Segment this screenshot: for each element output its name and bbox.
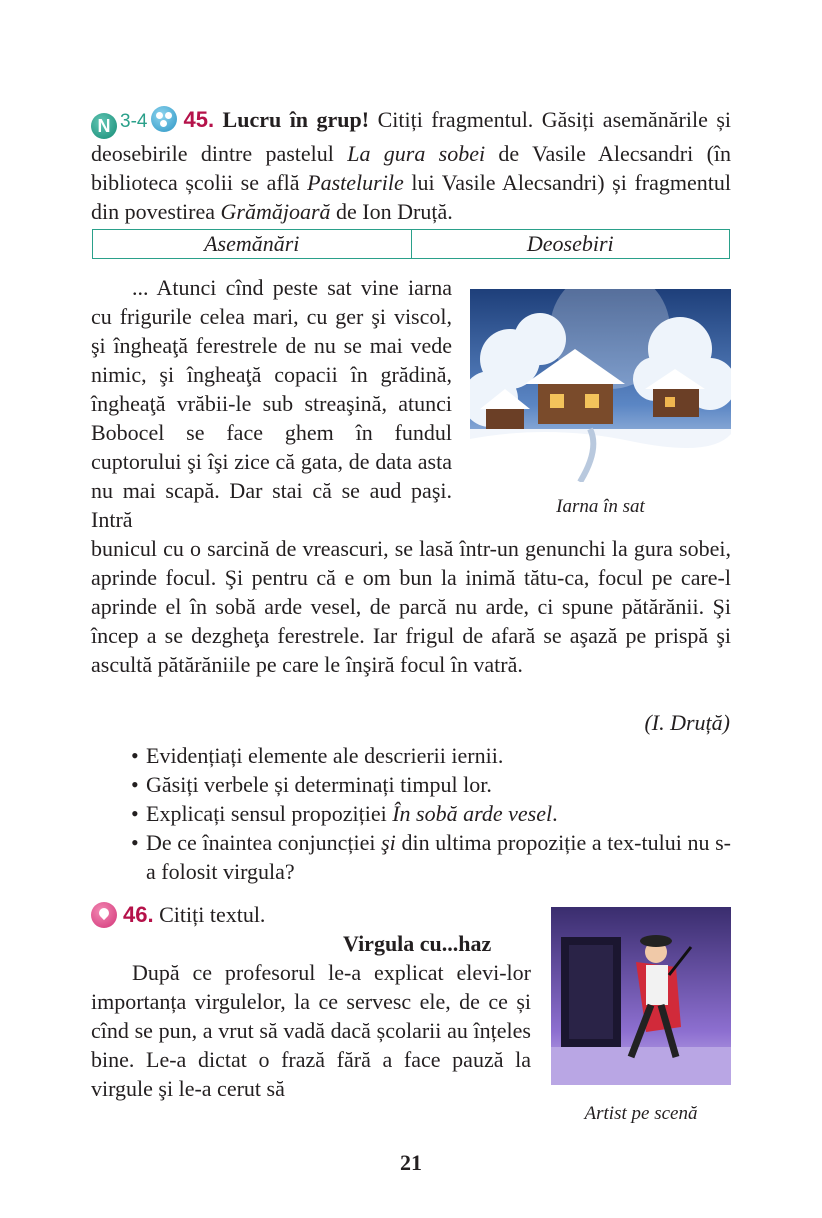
task-text: De ce înaintea conjuncției bbox=[146, 830, 382, 855]
intro-text: Citiți fragmentul. Găsiți asemănările și deosebirile dintre pastelul bbox=[91, 107, 732, 166]
conjunction: şi bbox=[381, 830, 396, 855]
fragment-paragraph-rest: bunicul cu o sarcină de vreascuri, se lasă într-un genunchi la gura sobei, aprinde focul. Şi pentru că e om bun la inimă tătu-ca, focul pe care-l aprinde el în sobă arde vesel, de parcă nu arde, ci spune pătărănii. Şi încep a se dezgheţa ferestrele. Iar frigul de afară se aşază pe prispă şi ascultă pătărăniile pe care le înşiră focul în vatră. bbox=[91, 536, 731, 677]
group-work-icon bbox=[151, 106, 177, 132]
task-item bbox=[131, 828, 731, 886]
exercise-45-intro bbox=[91, 105, 731, 226]
exercise-number: 45. bbox=[183, 107, 215, 132]
page-number: 21 bbox=[400, 1150, 422, 1175]
location-pin-icon bbox=[91, 902, 117, 928]
level-badge: 3-4 bbox=[120, 111, 148, 132]
task-text: Explicați sensul propoziției bbox=[146, 801, 393, 826]
task-item bbox=[131, 799, 731, 828]
exercise-number: 46. bbox=[123, 902, 154, 927]
winter-village-photo bbox=[470, 289, 731, 482]
intro-text: lui Vasile Alecsandri) și fragmentul din povestirea bbox=[91, 170, 731, 224]
level-n-icon: N bbox=[91, 113, 117, 139]
text-title: Virgula cu...haz bbox=[343, 931, 492, 956]
artist-stage-photo bbox=[551, 907, 731, 1085]
intro-text: de Vasile Alecsandri (în biblioteca școlii se află bbox=[91, 141, 732, 195]
task-text: . bbox=[552, 801, 558, 826]
intro-text: de Ion Druță. bbox=[330, 199, 453, 224]
stage-illustration bbox=[551, 907, 731, 1085]
work-title: Pastelurile bbox=[307, 170, 404, 195]
task-item: • Găsiți verbele și determinați timpul lor. bbox=[131, 770, 731, 799]
fragment-paragraph-top: ... Atunci cînd peste sat vine iarna cu frigurile celea mari, cu ger şi viscol, şi îngheaţă ferestrele de nu se mai vede nimic, şi îngheaţă copacii în grădină, îngheaţă vrăbii-le sub streaşină, atunci Bobocel se face ghem în fundul cuptorului şi îşi zice că gata, de data asta nu mai scapă. Dar stai că se aud paşi. Intră bbox=[91, 275, 452, 532]
exercise-46-text: După ce profesorul le-a explicat elevi-lor importanța virgulelor, la ce servesc ele, de ce și cînd se pun, a vrut să vadă dacă școlarii au înțeles bine. Le-a dictat o frază fără a face pauză la virgule şi le-a cerut să bbox=[91, 960, 531, 1101]
work-title: Grămăjoară bbox=[220, 199, 331, 224]
task-item: • Evidențiați elemente ale descrierii iernii. bbox=[131, 741, 731, 770]
exercise-heading: Lucru în grup! bbox=[222, 107, 370, 132]
work-title: La gura sobei bbox=[347, 141, 486, 166]
table-header-differences: Deosebiri bbox=[411, 230, 730, 258]
stage-photo-caption: Artist pe scenă bbox=[584, 1103, 698, 1124]
instruction-text: Citiți textul. bbox=[153, 902, 266, 927]
task-list bbox=[131, 741, 731, 886]
winter-photo-caption: Iarna în sat bbox=[556, 496, 645, 517]
table-header-similarities: Asemănări bbox=[204, 231, 300, 256]
fragment-author: (I. Druță) bbox=[644, 710, 730, 735]
winter-scene-illustration bbox=[470, 289, 731, 482]
comparison-table bbox=[92, 229, 730, 259]
quoted-sentence: În sobă arde vesel bbox=[392, 801, 553, 826]
exercise-46-instruction bbox=[91, 900, 265, 929]
task-text: din ultima propoziție a tex-tului nu s-a folosit virgula? bbox=[146, 830, 731, 884]
